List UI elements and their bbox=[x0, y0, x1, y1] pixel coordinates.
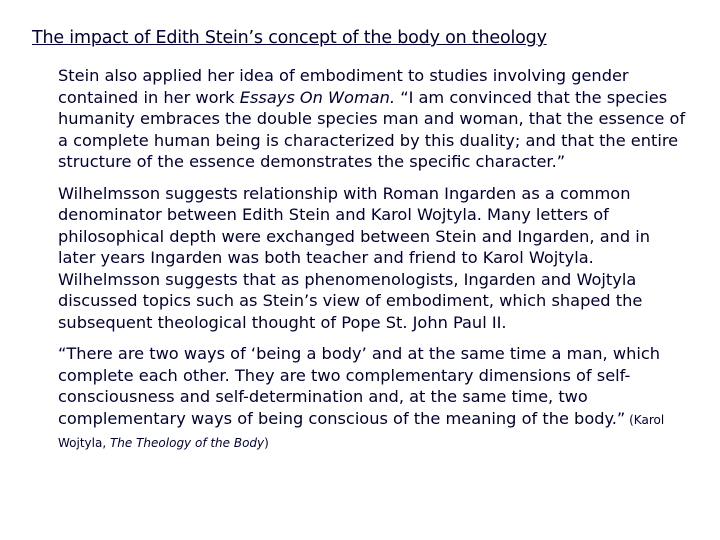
citation-close: ) bbox=[264, 436, 269, 450]
paragraph-3-quote: “There are two ways of ‘being a body’ and at the same time a man, which complete each other. They are two complementary dimensions of self-consciousness and self-determination and, at the same time, two complementary ways of being conscious of the meaning of the body.” bbox=[58, 344, 660, 428]
paragraph-1-text-before: Stein also applied her idea of embodiment to studies involving gender contained in her work bbox=[58, 66, 629, 107]
paragraph-ingarden-wojtyla bbox=[58, 183, 688, 334]
slide-body bbox=[58, 65, 688, 465]
citation-open: (Karol Wojtyla, bbox=[58, 412, 665, 450]
citation-title: The Theology of the Body bbox=[109, 436, 265, 450]
paragraph-2-text: Wilhelmsson suggests relationship with Roman Ingarden as a common denominator between Edith Stein and Karol Wojtyla. Many letters of philosophical depth were exchanged between Stein and Ingarden, and in later years Ingarden was both teacher and friend to Karol Wojtyla. Wilhelmsson suggests that as phenomenologists, Ingarden and Wojtyla discussed topics such as Stein’s view of embodiment, which shaped the subsequent theological thought of Pope St. John Paul II. bbox=[58, 183, 651, 332]
paragraph-wojtyla-quote bbox=[58, 343, 688, 455]
book-title-essays-on-woman: Essays On Woman. bbox=[239, 87, 396, 107]
paragraph-essays-on-woman bbox=[58, 65, 688, 173]
slide-title: The impact of Edith Stein’s concept of the body on theology bbox=[32, 28, 547, 48]
paragraph-1-quote: “I am convinced that the species humanity embraces the double species man and woman, that the essence of a complete human being is characterized by this duality; and that the entire structure of the essence demonstrates the specific character.” bbox=[58, 87, 686, 171]
